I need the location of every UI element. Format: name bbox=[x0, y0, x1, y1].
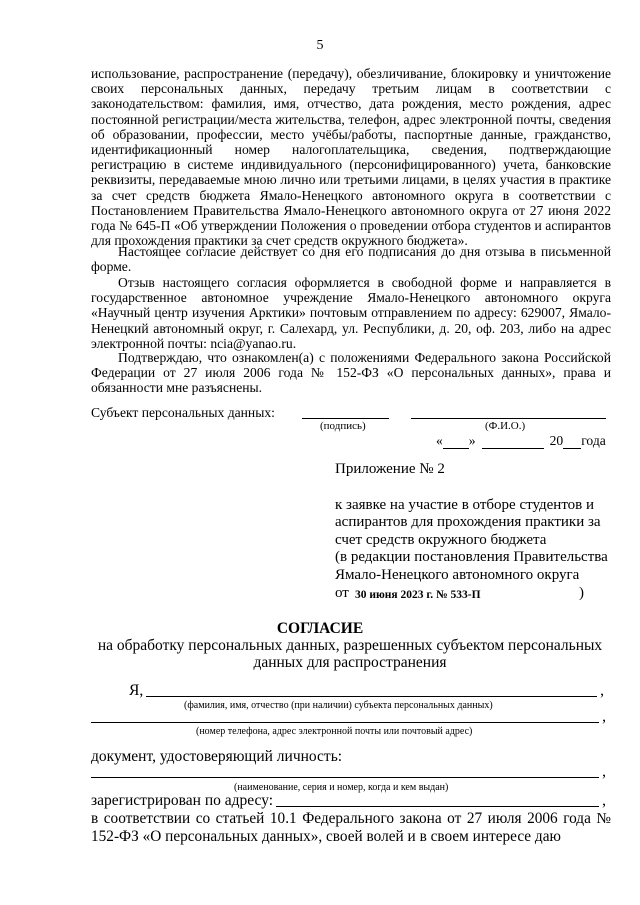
signature-date bbox=[436, 433, 606, 449]
paragraph-revocation-text: Отзыв настоящего согласия оформляется в свободной форме и направляется в государственное автономное учреждение Ямало-Ненецкого автономного округа «Научный центр изучения Арктики» почтовым отправлением по адресу: 629007, Ямало-Ненецкий автономный округ, г. Салехард, ул. Республики, д. 20, оф. 203, либо на адрес электронной почты: ncia@yanao.ru. bbox=[91, 275, 611, 351]
appendix-ot: от bbox=[335, 584, 349, 601]
paragraph-acknowledgement bbox=[91, 350, 611, 396]
addr-row bbox=[91, 792, 606, 810]
consent-final-paragraph: в соответствии со статьей 10.1 Федерального закона от 27 июля 2006 года № 152-ФЗ «О персональных данных», своей волей и в своем интересе даю bbox=[91, 810, 611, 845]
fio-line[interactable] bbox=[411, 418, 606, 419]
appendix-title: Приложение № 2 bbox=[335, 461, 445, 477]
date-year-field[interactable] bbox=[563, 436, 581, 449]
date-close-quote: » bbox=[468, 433, 476, 448]
date-year-suffix: года bbox=[581, 433, 606, 448]
i-label: Я, bbox=[129, 682, 144, 699]
fio-caption: (Ф.И.О.) bbox=[485, 420, 526, 432]
appendix-close-paren: ) bbox=[579, 584, 584, 601]
paragraph-acknowledgement-text: Подтверждаю, что ознакомлен(а) с положениями Федерального закона Российской Федерации от 27 июля 2006 года № 152-ФЗ «О персональных данных», права и обязанности мне разъяснены. bbox=[91, 350, 611, 396]
appendix-line-1: к заявке на участие в отборе студентов и bbox=[335, 496, 595, 513]
date-year-prefix: 20 bbox=[549, 433, 564, 448]
signature-caption: (подпись) bbox=[320, 420, 366, 432]
page-number: 5 bbox=[316, 38, 324, 53]
doc-comma: , bbox=[602, 763, 606, 780]
fio-comma: , bbox=[600, 682, 604, 699]
addr-input-line[interactable] bbox=[276, 806, 599, 807]
contact-row bbox=[91, 708, 606, 726]
fio-hint: (фамилия, имя, отчество (при наличии) субъекта персональных данных) bbox=[184, 700, 493, 711]
appendix-block bbox=[335, 461, 608, 603]
consent-subtitle-2: данных для распространения bbox=[253, 654, 447, 671]
doc-label: документ, удостоверяющий личность: bbox=[91, 748, 343, 765]
date-open-quote: « bbox=[436, 433, 443, 448]
addr-label: зарегистрирован по адресу: bbox=[91, 792, 274, 809]
subject-label: Субъект персональных данных: bbox=[91, 405, 275, 420]
paragraph-revocation bbox=[91, 275, 611, 351]
fio-input-line[interactable] bbox=[146, 696, 597, 697]
consent-subtitle-1: на обработку персональных данных, разрешенных субъектом персональных bbox=[97, 637, 603, 654]
paragraph-validity bbox=[91, 244, 611, 274]
signature-line[interactable] bbox=[302, 418, 389, 419]
appendix-line-3: счет средств окружного бюджета bbox=[335, 531, 547, 548]
doc-hint: (наименование, серия и номер, когда и кем выдан) bbox=[234, 782, 449, 793]
date-month-field[interactable] bbox=[482, 436, 544, 449]
addr-comma: , bbox=[602, 792, 606, 809]
doc-input-line[interactable] bbox=[91, 777, 599, 778]
fio-row bbox=[129, 682, 604, 700]
appendix-stamp: 30 июня 2023 г. № 533-П bbox=[355, 588, 481, 601]
contact-comma: , bbox=[602, 708, 606, 725]
consent-title: СОГЛАСИЕ bbox=[276, 620, 364, 637]
doc-row bbox=[91, 763, 606, 781]
contact-input-line[interactable] bbox=[91, 722, 599, 723]
contact-hint: (номер телефона, адрес электронной почты или почтовый адрес) bbox=[196, 726, 473, 737]
paragraph-validity-text: Настоящее согласие действует со дня его подписания до дня отзыва в письменной форме. bbox=[91, 244, 611, 275]
date-day-field[interactable] bbox=[443, 436, 469, 449]
paragraph-categories: использование, распространение (передачу), обезличивание, блокировку и уничтожение своих персональных данных, передачу третьим лицам в соответствии с законодательством: фамилия, имя, отчество, дата рождения, место рождения, адрес постоянной регистрации/места жительства, телефон, адрес электронной почты, сведения об образовании, профессии, место учёбы/работы, паспортные данные, гражданство, идентификационный номер налогоплательщика, сведения, подтверждающие регистрацию в системе индивидуального (персонифицированного) учета, банковские реквизиты, передаваемые мною лично или третьими лицами, в целях участия в практике за счет средств бюджета Ямало-Ненецкого автономного округа в соответствии с Постановлением Правительства Ямало-Ненецкого автономного округа от 27 июня 2022 года № 645-П «Об утверждении Положения о проведении отбора студентов и аспирантов для прохождения практики за счет средств окружного бюджета». bbox=[91, 66, 611, 249]
appendix-line-5: Ямало-Ненецкого автономного округа bbox=[335, 566, 580, 583]
appendix-line-4: (в редакции постановления Правительства bbox=[335, 549, 608, 566]
appendix-line-2: аспирантов для прохождения практики за bbox=[335, 514, 601, 531]
